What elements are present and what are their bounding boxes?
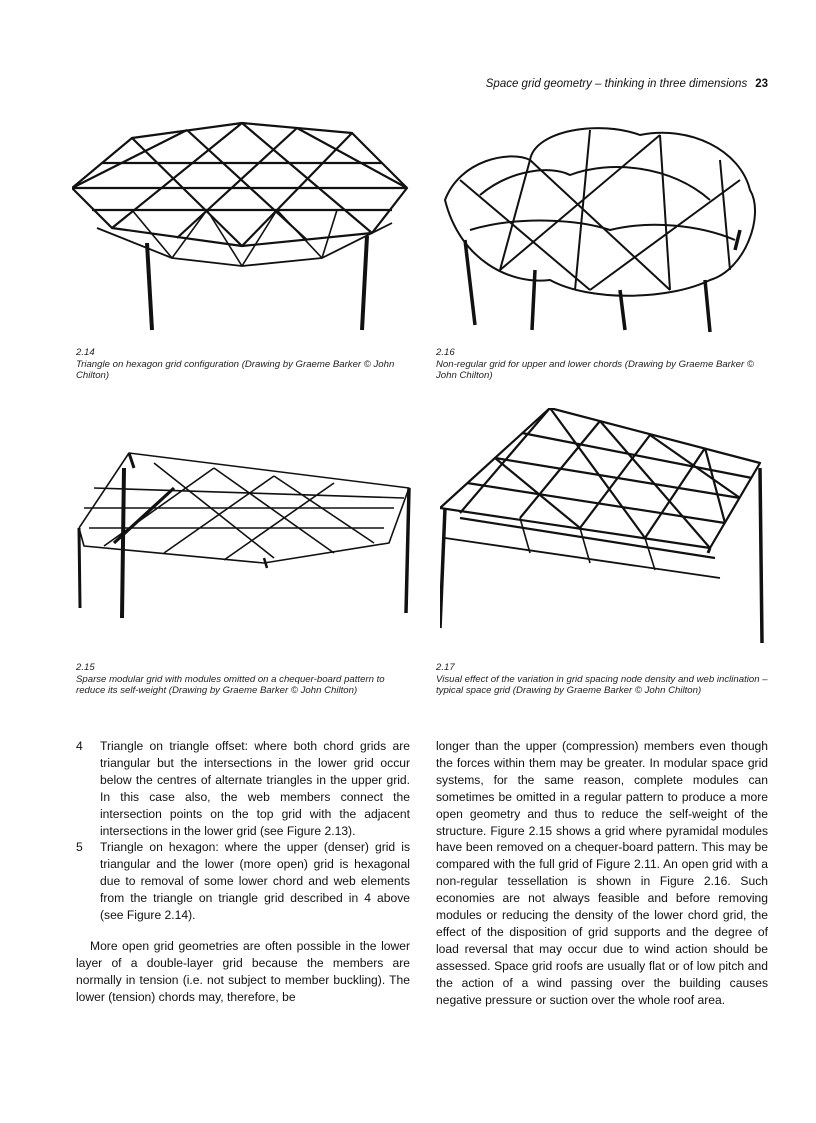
figure-caption-text: Sparse modular grid with modules omitted on a chequer-board pattern to reduce its self-weight (Drawing by Graeme Barker © John Chilton) [76, 673, 385, 697]
figure-caption-2-14 [76, 347, 416, 382]
top-chord-outline [445, 128, 755, 296]
figure-number: 2.16 [436, 347, 455, 358]
figure-2-15-drawing [74, 448, 419, 623]
body-paragraph: longer than the upper (compression) members even though the forces within them may be greater. In modular space grid systems, for the same reason, complete modules can sometimes be omitted in a regular pattern to produce a more open geometry and thus to reduce the self-weight of the structure. Figure 2.15 shows a grid where pyramidal modules have been removed on a chequer-board pattern. This may be compared with the full grid of Figure 2.11. An open grid with a non-regular tessellation is shown in Figure 2.16. Such economies are not always feasible and before removing modules or reducing the density of the lower chord grid, the effect of the disposition of grid supports and the degree of load reversal that may occur due to wind action should be assessed. Space grid roofs are usually flat or of low pitch and the action of a wind passing over the building causes negative pressure or suction over the whole roof area. [436, 739, 768, 1007]
list-item [76, 738, 410, 839]
running-header [486, 78, 768, 90]
figure-number: 2.17 [436, 662, 455, 673]
list-item-number: 4 [76, 739, 83, 753]
figure-caption-2-15 [76, 662, 406, 697]
body-column-right [436, 738, 768, 1009]
figure-2-14-drawing [72, 118, 417, 333]
figure-number: 2.15 [76, 662, 95, 673]
figure-2-16-drawing [440, 120, 765, 335]
figure-2-14 [72, 118, 417, 333]
top-chord-outline [72, 123, 407, 246]
body-column-left [76, 738, 410, 1006]
figure-caption-text: Non-regular grid for upper and lower chords (Drawing by Graeme Barker © John Chilton) [436, 358, 754, 382]
figure-2-15 [74, 448, 419, 623]
running-title: Space grid geometry – thinking in three dimensions [485, 78, 748, 90]
figure-2-16 [440, 120, 765, 335]
body-paragraph: More open grid geometries are often possible in the lower layer of a double-layer grid because the members are normally in tension (i.e. not subject to member buckling). The lower (tension) chords may, therefore, be [76, 938, 410, 1004]
page-number: 23 [755, 78, 768, 90]
figure-number: 2.14 [76, 347, 95, 358]
figure-caption-2-16 [436, 347, 770, 382]
figure-caption-text: Triangle on hexagon grid configuration (Drawing by Graeme Barker © John Chilton) [76, 358, 395, 382]
list-item-number: 5 [76, 840, 83, 855]
figure-2-17 [440, 408, 770, 648]
figure-caption-text: Visual effect of the variation in grid spacing node density and web inclination – typical space grid (Drawing by Graeme Barker © John Chilton) [436, 673, 768, 697]
figure-caption-2-17 [436, 662, 770, 697]
list-item [76, 839, 410, 924]
figure-2-17-drawing [440, 408, 770, 648]
list-item-text: Triangle on hexagon: where the upper (denser) grid is triangular and the lower (more open) grid is hexagonal due to removal of some lower chord and web elements from the triangle on triangle grid described in 4 above (see Figure 2.14). [100, 840, 410, 923]
list-item-text: Triangle on triangle offset: where both chord grids are triangular but the intersections in the lower grid occur below the centres of alternate triangles in the upper grid. In this case also, the web members connect the intersection points on the top grid with the adjacent intersections in the lower grid (see Figure 2.13). [100, 739, 410, 838]
